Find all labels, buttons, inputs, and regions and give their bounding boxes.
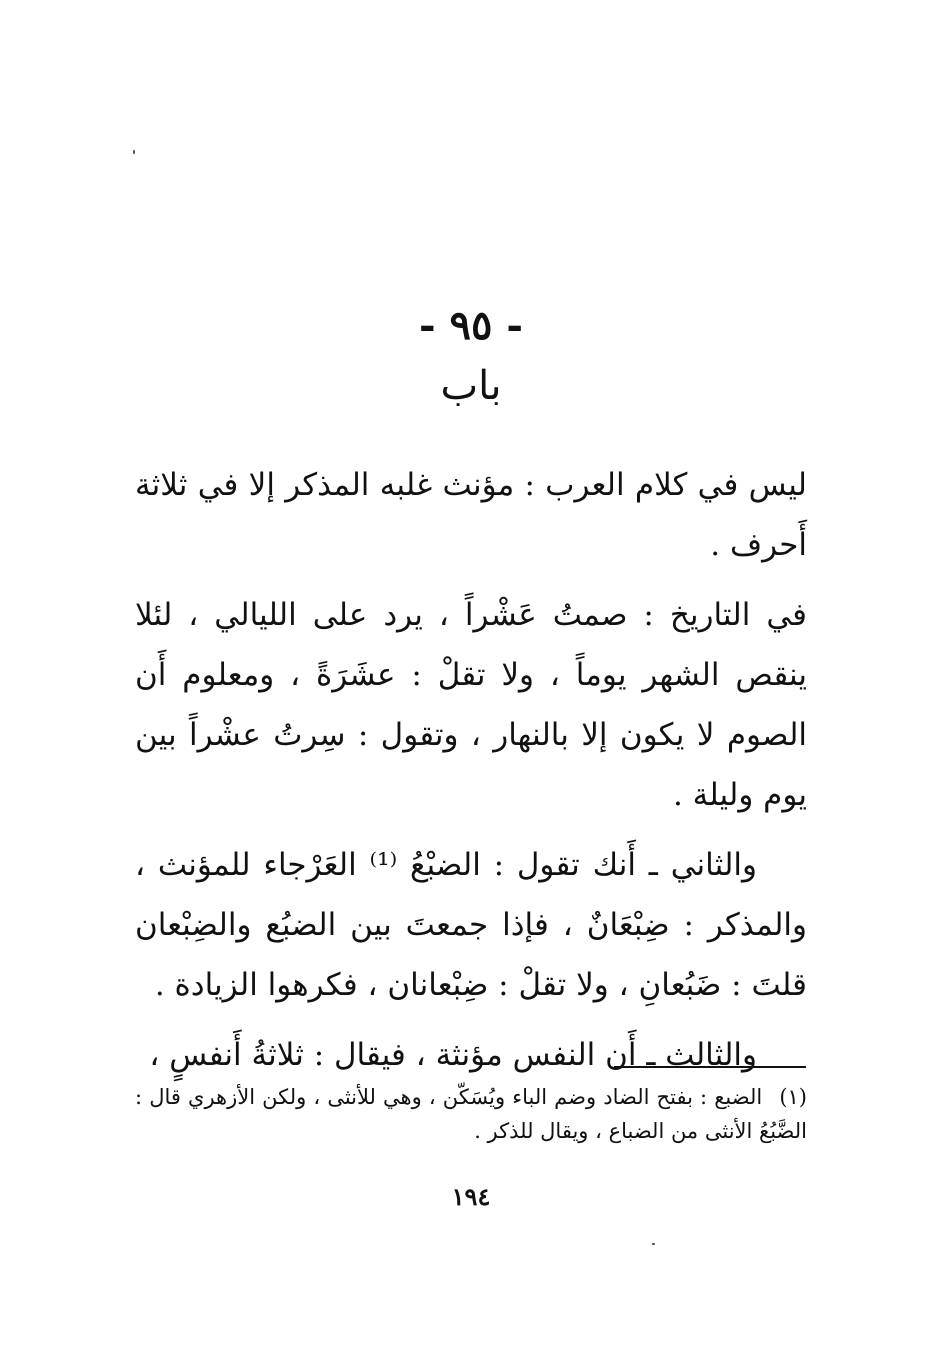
footnote-divider xyxy=(614,1066,806,1068)
scan-speck xyxy=(133,150,135,154)
paragraph-first: في التاريخ : صمتُ عَشْراً ، يرد على الليالي ، لئلا ينقص الشهر يوماً ، ولا تقلْ : عشَرَةً ، ومعلوم أَن الصوم لا يكون إلا بالنهار ، وتقول : سِرتُ عشْراً بين يوم وليلة . xyxy=(135,597,807,813)
main-text xyxy=(135,455,807,1095)
chapter-number: - ٩٥ - xyxy=(418,302,524,349)
scan-speck xyxy=(652,1243,655,1245)
paragraph-second: والثاني ـ أَنك تقول : الضبْعُ ⁽¹⁾ العَرْجاء للمؤنث ، والمذكر : ضِبْعَانٌ ، فإذا جمعتَ بين الضبُع والضِبْعان قلتَ : ضَبُعانِ ، ولا تقلْ : ضِبْعانان ، فكرهوا الزيادة . xyxy=(135,847,807,1003)
footnote xyxy=(135,1080,807,1148)
paragraph-intro: ليس في كلام العرب : مؤنث غلبه المذكر إلا في ثلاثة أَحرف . xyxy=(135,467,807,563)
page-folio: ١٩٤ xyxy=(451,1182,491,1211)
chapter-title: باب xyxy=(440,363,502,409)
paragraph-third: والثالث ـ أَن النفس مؤنثة ، فيقال : ثلاثةُ أَنفسٍ ، xyxy=(149,1037,757,1073)
footnote-marker: (١) xyxy=(779,1085,807,1109)
footnote-text: الضبع : بفتح الضاد وضم الباء ويُسَكّن ، وهي للأنثى ، ولكن الأزهري قال : الضَّبُعُ الأنثى من الضباع ، ويقال للذكر . xyxy=(135,1085,807,1143)
